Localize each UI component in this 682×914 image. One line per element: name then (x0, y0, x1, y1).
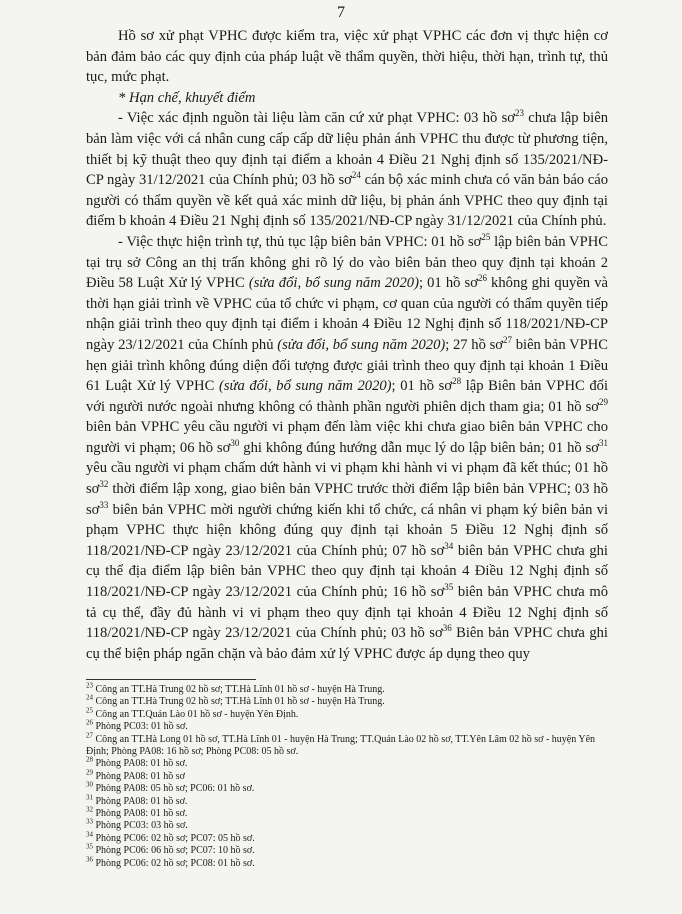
footnote (86, 718, 616, 733)
footnote-ref: 35 (444, 582, 454, 593)
text-run: biên bản VPHC yêu cầu người vi phạm đến làm việc khi chưa giao biên bản VPHC cho người vi phạm; 06 hồ sơ (86, 419, 608, 456)
footnote (86, 820, 616, 832)
footnote-ref: 26 (477, 273, 487, 284)
text-run: * Hạn chế, khuyết điểm (118, 89, 256, 106)
footnote-ref: 24 (351, 170, 361, 181)
text-run: biên bản VPHC mời người chứng kiến khi tổ chức, cá nhân vi phạm ký biên bản vi phạm VPHC thực hiện không đúng quy định tại khoản 5 Điều 12 Nghị định số 118/2021/NĐ-CP ngày 23/12/2021 của Chính phủ; 07 hồ sơ (86, 501, 608, 559)
footnote-ref: 30 (230, 438, 240, 449)
footnote-number: 32 (86, 805, 93, 814)
footnote-text: Công an TT.Hà Long 01 hồ sơ, TT.Hà Lĩnh 01 - huyện Hà Trung; TT.Quán Lào 02 hồ sơ, TT.Yên Lâm 02 hồ sơ - huyện Yên Định; Phòng PA08: 16 hồ sơ; Phòng PC08: 05 hồ sơ. (86, 733, 596, 758)
italic-text: (sửa đổi, bổ sung năm 2020) (277, 336, 446, 353)
footnote-number: 30 (86, 780, 93, 789)
footnote-number: 24 (86, 694, 93, 703)
footnote-ref: 27 (503, 335, 513, 346)
text-run: biên bản VPHC chưa mô tả cụ thể, đầy đủ hành vi vi phạm theo quy định tại khoản 4 Điều 12 Nghị định số 118/2021/NĐ-CP ngày 23/12/2021 của Chính phủ; 03 hồ sơ (86, 584, 608, 642)
footnote-number: 33 (86, 818, 93, 827)
footnote (86, 758, 616, 770)
footnote-text: Phòng PA08: 01 hồ sơ (93, 770, 185, 782)
footnote-text: Phòng PC06: 02 hồ sơ; PC08: 01 hồ sơ. (93, 857, 255, 869)
footnote-text: Phòng PC06: 06 hồ sơ; PC07: 10 hồ sơ. (93, 845, 255, 857)
footnote-ref: 25 (481, 232, 491, 243)
footnote-text: Công an TT.Quán Lào 01 hồ sơ - huyện Yên Định. (93, 708, 299, 720)
footnote-number: 26 (86, 718, 93, 727)
footnote-number: 23 (86, 681, 93, 690)
footnote-separator (86, 679, 256, 680)
text-run: lập biên bản VPHC tại trụ sở Công an thị trấn không ghi rõ lý do vào biên bản theo quy định tại khoản 2 Điều 58 Luật Xử lý VPHC (86, 233, 608, 292)
footnote-text: Phòng PC03: 03 hồ sơ. (93, 820, 188, 832)
footnote (86, 842, 616, 857)
text-run: Biên bản VPHC chưa ghi cụ thể biện pháp ngăn chặn và bảo đảm xử lý VPHC được áp dụng theo quy (86, 625, 608, 662)
footnote-text: Phòng PC06: 02 hồ sơ; PC07: 05 hồ sơ. (93, 832, 255, 844)
text-run: thời điểm lập xong, giao biên bản VPHC trước thời điểm lập biên bản VPHC; 03 hồ sơ (86, 481, 608, 518)
footnote-number: 25 (86, 706, 93, 715)
text-run: ghi không đúng hướng dẫn mục lý do lập biên bản; 01 hồ sơ (239, 439, 599, 456)
footnote (86, 731, 616, 759)
footnote-ref: 31 (599, 438, 608, 449)
text-run: yêu cầu người vi phạm chấm dứt hành vi vi phạm khi hành vi vi phạm đã kết thúc; 01 hồ sơ (86, 460, 608, 498)
footnote-text: Phòng PA08: 01 hồ sơ. (93, 758, 188, 770)
footnote (86, 793, 616, 808)
text-run: cán bộ xác minh chưa có văn bản báo cáo người có thẩm quyền về kết quả xác minh dữ liệu, bị phản ánh VPHC theo quy định tại điểm b khoản 4 Điều 21 Nghị định số 135/2021/NĐ-CP ngày 31/12/2021 của Chính phủ. (86, 172, 609, 230)
footnote-number: 29 (86, 768, 93, 777)
footnote-text: Phòng PA08: 01 hồ sơ. (93, 795, 188, 807)
footnote (86, 855, 616, 870)
footnote-ref: 29 (599, 396, 608, 407)
footnote-number: 28 (86, 756, 93, 765)
footnote (86, 830, 616, 845)
paragraph (86, 108, 608, 232)
section-heading (86, 88, 608, 109)
body-text (86, 26, 608, 664)
italic-text: (sửa đổi, bổ sung năm 2020) (248, 275, 419, 292)
footnote (86, 681, 616, 696)
text-run: - Việc thực hiện trình tự, thủ tục lập biên bản VPHC: 01 hồ sơ (118, 233, 482, 250)
text-run: Hồ sơ xử phạt VPHC được kiểm tra, việc xử phạt VPHC các đơn vị thực hiện cơ bản đảm bảo các quy định của pháp luật về thẩm quyền, thời hiệu, thời hạn, trình tự, thủ tục, mức phạt. (86, 28, 608, 86)
footnote-text: Phòng PC03: 01 hồ sơ. (93, 721, 188, 733)
text-run: ; 01 hồ sơ (391, 378, 453, 395)
text-run: không ghi quyền và thời hạn giải trình về VPHC của tổ chức vi phạm, cơ quan của người có thẩm quyền tiếp nhận giải trình theo quy định tại điểm i khoản 4 Điều 12 Nghị định số 118/2021/NĐ-CP ngày 23/12/2021 của Chính phủ (86, 275, 608, 353)
footnote (86, 805, 616, 820)
footnote-number: 36 (86, 855, 93, 864)
italic-text: (sửa đổi, bổ sung năm 2020) (218, 378, 392, 395)
footnote-ref: 23 (515, 108, 524, 119)
footnote (86, 706, 616, 721)
footnote-text: Công an TT.Hà Trung 02 hồ sơ; TT.Hà Lĩnh 01 hồ sơ - huyện Hà Trung. (93, 696, 385, 708)
footnote-number: 35 (86, 842, 93, 851)
text-run: biên bản VPHC hẹn giải trình không đúng diện đối tượng được giải trình theo quy định tại khoản 1 Điều 61 Luật Xử lý VPHC (86, 336, 609, 395)
paragraph (86, 232, 608, 664)
page-number: 7 (337, 4, 345, 21)
footnote-text: Phòng PA08: 05 hồ sơ; PC06: 01 hồ sơ. (93, 783, 255, 795)
text-run: ; 27 hồ sơ (445, 336, 504, 353)
footnote-number: 31 (86, 793, 93, 802)
footnote (86, 696, 616, 708)
footnote-number: 27 (86, 731, 93, 740)
text-run: biên bản VPHC chưa ghi cụ thể địa điểm lập biên bản VPHC theo quy định tại khoản 4 Điều 12 Nghị định số 118/2021/NĐ-CP ngày 23/12/2021 của Chính phủ; 16 hồ sơ (86, 542, 608, 601)
footnote-number: 34 (86, 830, 93, 839)
text-run: ; 01 hồ sơ (418, 275, 478, 292)
footnote (86, 780, 616, 795)
footnotes (86, 681, 616, 870)
footnote-ref: 33 (99, 499, 109, 510)
footnote-text: Phòng PA08: 01 hồ sơ. (93, 808, 188, 820)
text-run: lập Biên bản VPHC đối với người nước ngoài nhưng không có thành phần người phiên dịch tham gia; 01 hồ sơ (86, 378, 608, 415)
paragraph (86, 26, 608, 88)
text-run: chưa lập biên bản làm việc với cá nhân cung cấp cấp dữ liệu phản ánh VPHC thu được từ phương tiện, thiết bị kỹ thuật theo quy định tại điểm a khoản 4 Điều 21 Nghị định số 135/2021/NĐ-CP ngày 31/12/2021 của Chính phủ; 03 hồ sơ (86, 110, 608, 189)
text-run: - Việc xác định nguồn tài liệu làm căn cứ xử phạt VPHC: 03 hồ sơ (118, 110, 515, 127)
footnote-ref: 32 (99, 479, 109, 490)
footnote (86, 768, 616, 783)
footnote-ref: 34 (444, 540, 454, 551)
footnote-text: Công an TT.Hà Trung 02 hồ sơ; TT.Hà Lĩnh 01 hồ sơ - huyện Hà Trung. (93, 684, 385, 695)
footnote-ref: 36 (442, 623, 452, 634)
footnote-ref: 28 (452, 376, 462, 387)
